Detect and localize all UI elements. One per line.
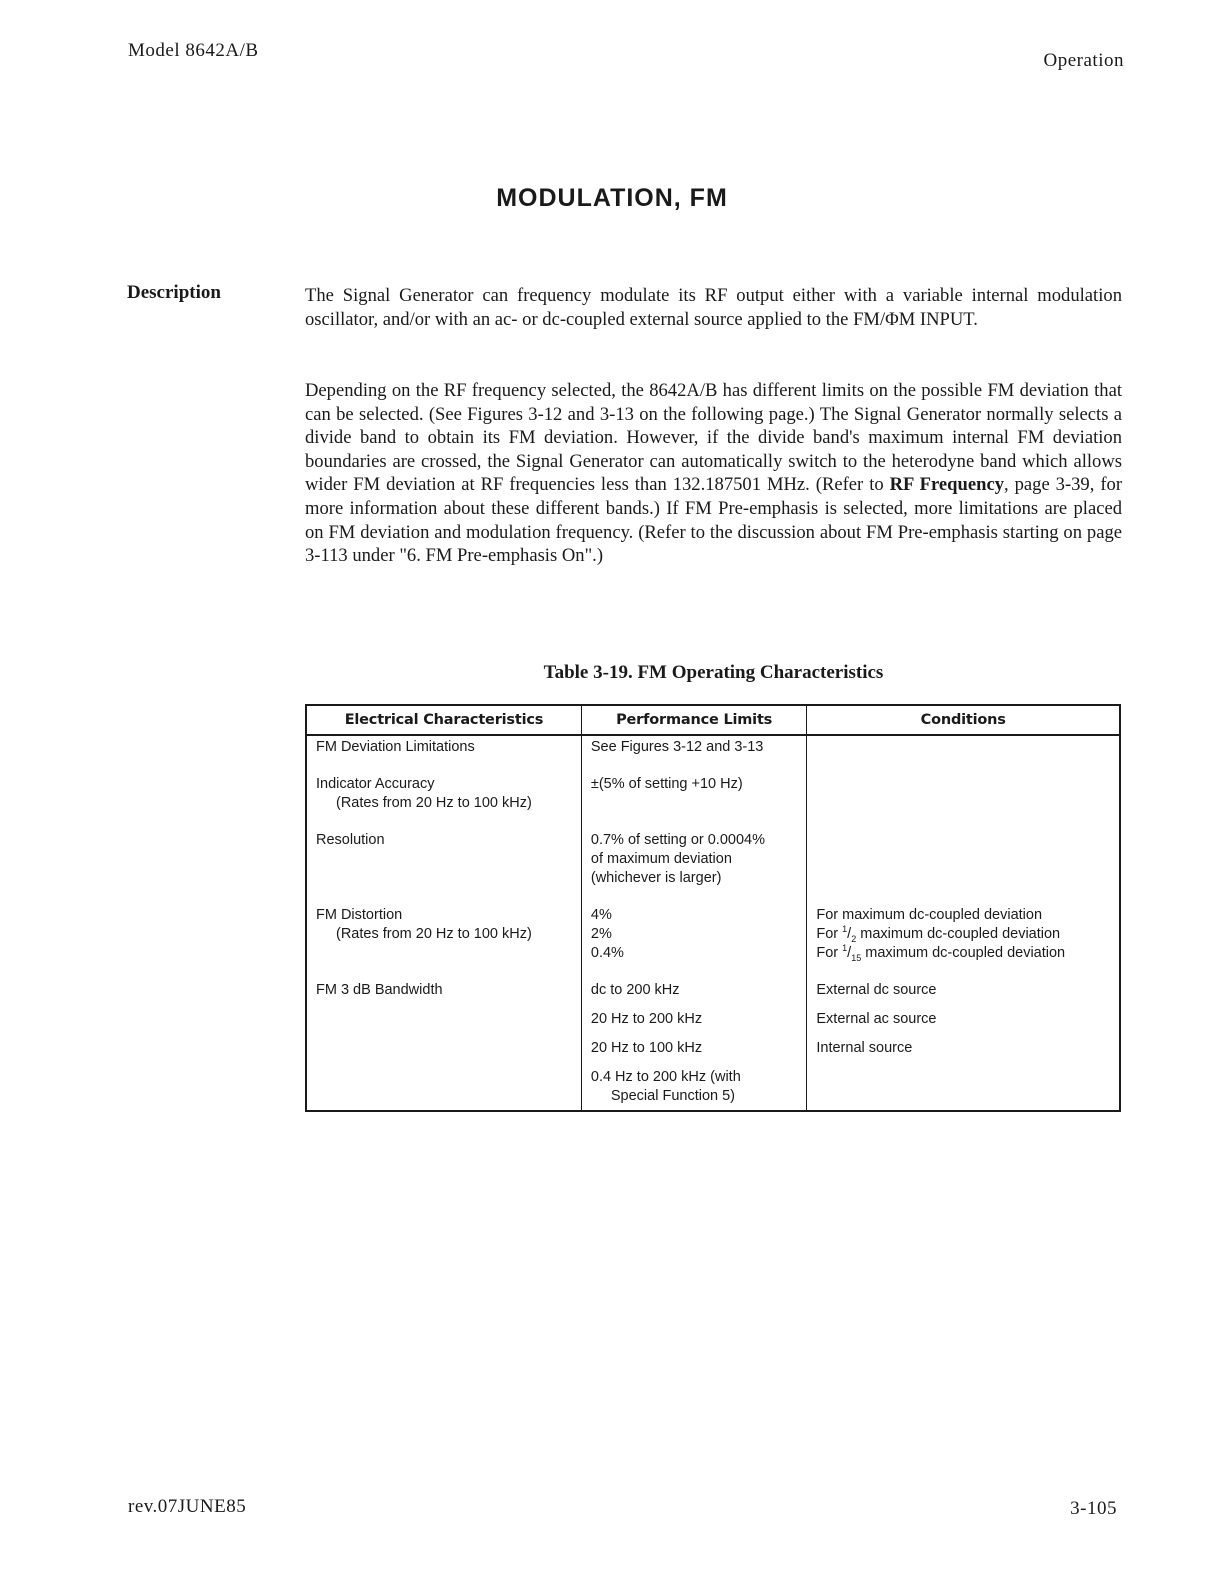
cell-limit: of maximum deviation <box>590 851 732 867</box>
cell-label: FM Distortion <box>316 907 403 923</box>
cell-condition: For $^1/_{15}$ maximum dc-coupled deviation <box>816 943 1066 963</box>
table-row <box>306 1068 1120 1111</box>
header-performance-limits: Performance Limits <box>581 705 807 735</box>
cell-limit: 2% <box>590 926 612 942</box>
page-title: MODULATION, FM <box>496 184 728 212</box>
cell-condition: External ac source <box>816 1011 937 1027</box>
cell-limit: 0.4 Hz to 200 kHz (with <box>590 1069 741 1085</box>
table-row <box>306 981 1120 1000</box>
cell-condition: Internal source <box>816 1040 913 1056</box>
description-paragraph-2 <box>305 379 1122 568</box>
header-model: Model 8642A/B <box>128 40 259 61</box>
cell-limit: (whichever is larger) <box>590 870 722 886</box>
cell-label: Indicator Accuracy <box>316 776 435 792</box>
table-row <box>306 1039 1120 1058</box>
fm-characteristics-table <box>305 704 1121 1112</box>
cell-limit: Special Function 5) <box>610 1088 735 1104</box>
cell-label: FM 3 dB Bandwidth <box>316 982 443 998</box>
cell-limit: 0.7% of setting or 0.0004% <box>590 832 765 848</box>
cell-limit: 20 Hz to 200 kHz <box>590 1011 703 1027</box>
table-row <box>306 775 1120 813</box>
table-row <box>306 1010 1120 1029</box>
cell-condition: For $^1/_2$ maximum dc-coupled deviation <box>816 924 1061 944</box>
table-row <box>306 831 1120 888</box>
cell-condition: For maximum dc-coupled deviation <box>816 907 1043 923</box>
table-caption: Table 3-19. FM Operating Characteristics <box>543 662 884 683</box>
cell-sublabel: (Rates from 20 Hz to 100 kHz) <box>336 926 532 942</box>
header-section: Operation <box>1043 50 1124 71</box>
section-label: Description <box>127 282 221 303</box>
paragraph-text: Depending on the RF frequency selected, the 8642A/B has different limits on the possible FM deviation that can be selected. (See Figures 3-12 and 3-13 on the following page.) The Signal Generator normally selects a divide band to obtain its FM deviation. However, if the divide band's maximum internal FM deviation boundaries are crossed, the Signal Generator can automatically switch to the heterodyne band which allows wider FM deviation at RF frequencies less than 132.187501 MHz. (Refer to <box>305 380 1122 496</box>
cell-limit: dc to 200 kHz <box>590 982 680 998</box>
table-row <box>306 906 1120 963</box>
cell-sublabel: (Rates from 20 Hz to 100 kHz) <box>336 795 532 811</box>
table-row <box>306 735 1120 757</box>
cell-limit: See Figures 3-12 and 3-13 <box>590 739 764 755</box>
cell-limit: 0.4% <box>590 945 624 961</box>
cell-label: Resolution <box>316 832 385 848</box>
cell-limit: 4% <box>590 907 612 923</box>
cell-label: FM Deviation Limitations <box>316 739 475 755</box>
page-number: 3-105 <box>1070 1498 1117 1519</box>
rf-frequency-reference: RF Frequency <box>889 474 1005 496</box>
table-header-row <box>306 705 1120 735</box>
cell-condition: External dc source <box>816 982 937 998</box>
paragraph-text: , page 3-39, for more information about these different bands.) If FM Pre-emphasis is selected, more limitations are placed on FM deviation and modulation frequency. (Refer to the discussion about FM Pre-emphasis starting on page 3-113 under "6. FM Pre-emphasis On".) <box>305 474 1123 567</box>
revision-date: rev.07JUNE85 <box>128 1496 247 1517</box>
description-paragraph-1: The Signal Generator can frequency modulate its RF output either with a variable internal modulation oscillator, and/or with an ac- or dc-coupled external source applied to the FM/ΦM INPUT. <box>305 285 1122 330</box>
header-conditions: Conditions <box>807 705 1120 735</box>
cell-limit: 20 Hz to 100 kHz <box>590 1040 703 1056</box>
header-electrical-characteristics: Electrical Characteristics <box>306 705 581 735</box>
cell-limit: ±(5% of setting +10 Hz) <box>590 776 743 792</box>
